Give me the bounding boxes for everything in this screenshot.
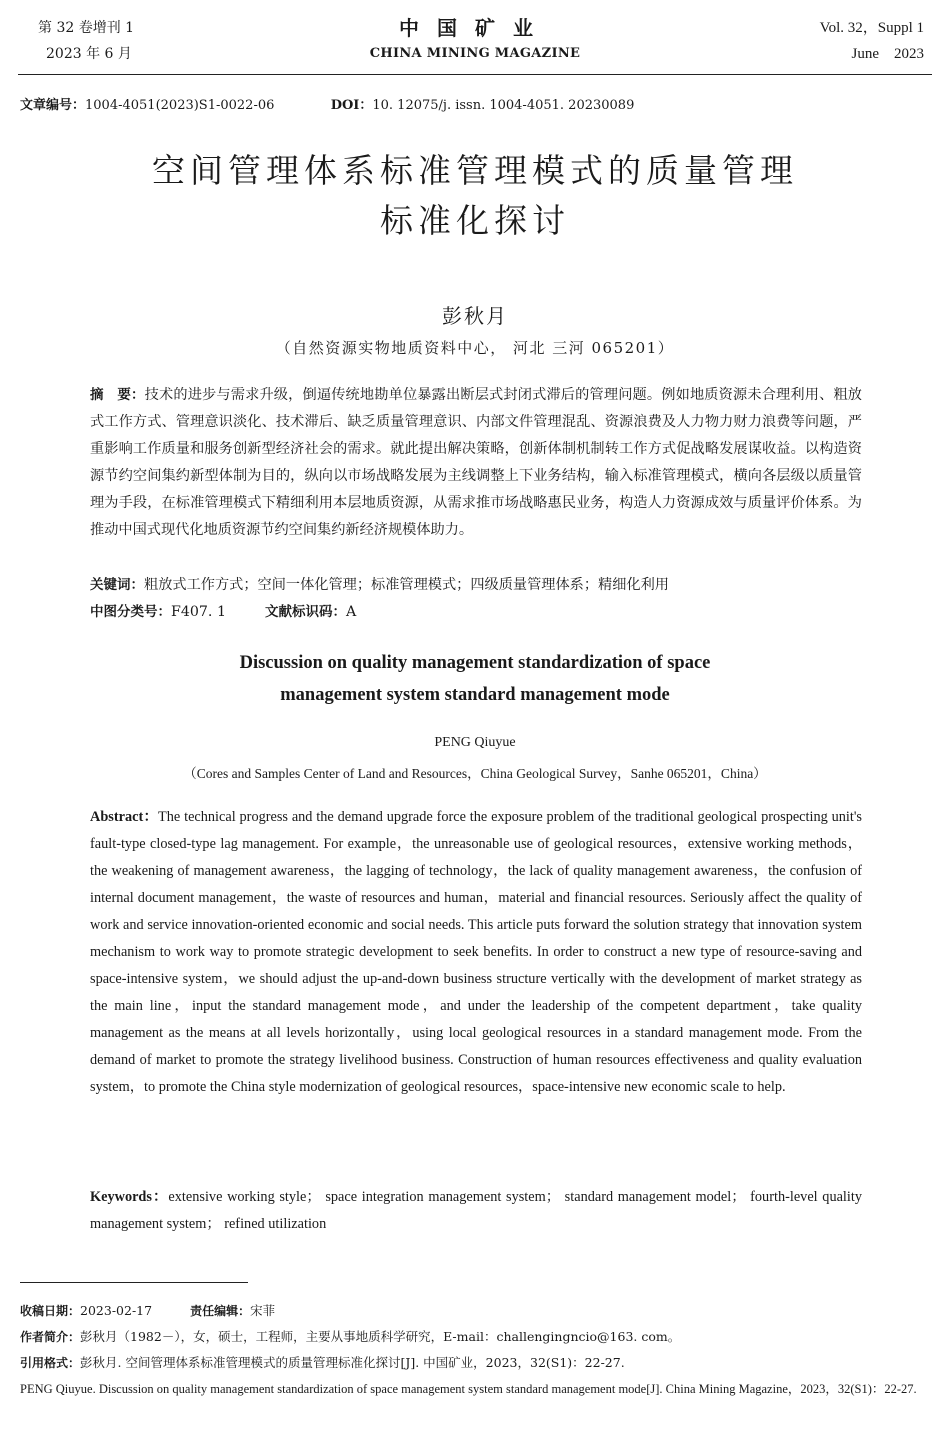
author-bio-label: 作者简介： [20,1330,81,1344]
doi[interactable]: 10. 12075/j. issn. 1004-4051. 20230089 [372,98,635,113]
header-rule [18,74,932,75]
doi-label: DOI： [330,98,373,113]
received-date: 2023-02-17 [80,1303,153,1318]
citation-label: 引用格式： [20,1356,81,1370]
abstract-en-label: Abstract： [90,809,159,825]
title-cn [0,146,950,246]
abstract-en-text: The technical progress and the demand upgrade force the exposure problem of the traditional geological prospecting unit's fault-type closed-type lag management. For example，the unreasonable use of geological resources，extensive working methods，the weakening of management awareness，the lagging of technology，the lack of quality management awareness，the confusion of internal document management，the waste of resources and human，material and financial resources. Seriously affect the quality of work and service innovation-oriented economic and social needs. This article puts forward the solution strategy that innovation system mechanism to work way to promote strategic development to seek benefits. In order to construct a new type of resource-saving and space-intensive system，we should adjust the up-and-down business structure vertically with the development of market strategy as the main line，input the standard management mode，and under the leadership of the competent department，take quality management as the means at all levels horizontally，using local geological resources in a standard management mode. From the demand of market to promote the strategy livelihood business. Construction of human resources effectiveness and quality evaluation system，to promote the China style modernization of geological resources，space-intensive new economic scale to help. [90,809,862,1095]
header-date: 2023 年 6 月 [46,46,132,62]
title-en [0,647,950,711]
doc-code-value: A [346,604,357,620]
footnote-citation-en: PENG Qiuyue. Discussion on quality management standardization of space management system standard management mode[J]. China Mining Magazine，2023，32(S1)：22-27. [20,1382,917,1396]
title-en-line2: management system standard management mode [280,685,670,705]
abstract-en [90,804,862,1101]
keywords-en [90,1184,862,1238]
clc-value: F407. 1 [171,604,226,620]
keywords-en-label: Keywords： [90,1189,169,1205]
keywords-en-text: extensive working style； space integration management system； standard management model； fourth-level quality management system； refined utilization [90,1189,862,1232]
editor-label: 责任编辑： [190,1304,251,1318]
editor-name: 宋菲 [250,1303,276,1318]
affiliation-en: （Cores and Samples Center of Land and Resources，China Geological Survey，Sanhe 065201，China） [183,766,767,781]
affiliation-cn: （自然资源实物地质资料中心， 河北 三河 065201） [275,339,675,357]
title-en-line1: Discussion on quality management standardization of space [239,653,711,673]
article-meta [20,94,634,113]
author-en: PENG Qiuyue [434,735,516,750]
clc-label: 中图分类号： [90,604,171,620]
journal-title-cn: 中国矿业 [399,16,551,40]
footnote-author-bio [20,1324,932,1350]
received-label: 收稿日期： [20,1304,81,1318]
footnote-citation-cn [20,1350,932,1376]
header-volume-en: Vol. 32，Suppl 1 [819,20,924,36]
footnote-rule [20,1282,248,1283]
journal-title-en: CHINA MINING MAGAZINE [369,46,581,61]
header-volume: 第 32 卷增刊 1 [38,20,135,36]
keywords-cn [90,572,862,599]
keywords-cn-text: 粗放式工作方式；空间一体化管理；标准管理模式；四级质量管理体系；精细化利用 [144,577,669,593]
article-no-label: 文章编号： [20,98,86,113]
abstract-cn [90,382,862,544]
keywords-cn-label: 关键词： [90,577,144,593]
classification [90,599,862,626]
doc-code-label: 文献标识码： [265,604,347,620]
header-date-en: June 2023 [851,46,924,62]
footnote-received [20,1298,932,1324]
abstract-cn-text: 技术的进步与需求升级，倒逼传统地勘单位暴露出断层式封闭式滞后的管理问题。例如地质资源未合理利用、粗放式工作方式、管理意识淡化、技术滞后、缺乏质量管理意识、内部文件管理混乱、资源浪费及人力物力财力浪费等问题，严重影响工作质量和服务创新型经济社会的需求。就此提出解决策略，创新体制机制转工作方式促战略发展谋收益。以构造资源节约空间集约新型体制为目的，纵向以市场战略发展为主线调整上下业务结构，输入标准管理模式，横向各层级以质量管理为手段，在标准管理模式下精细利用本层地质资源，从需求推市场战略惠民业务，构造人力资源成效与质量评价体系。为推动中国式现代化地质资源节约空间集约新经济规模体助力。 [90,387,862,538]
citation-cn: 彭秋月. 空间管理体系标准管理模式的质量管理标准化探讨[J]. 中国矿业，2023，32(S1)：22-27. [80,1355,625,1370]
abstract-cn-label: 摘 要： [90,387,145,403]
author-bio: 彭秋月（1982－），女，硕士，工程师，主要从事地质科学研究，E-mail：challengingncio@163. com。 [80,1329,681,1344]
title-cn-line1: 空间管理体系标准管理模式的质量管理 [152,151,798,190]
title-cn-line2: 标准化探讨 [380,201,570,240]
author-cn: 彭秋月 [442,304,508,328]
article-no: 1004-4051(2023)S1-0022-06 [85,98,275,113]
